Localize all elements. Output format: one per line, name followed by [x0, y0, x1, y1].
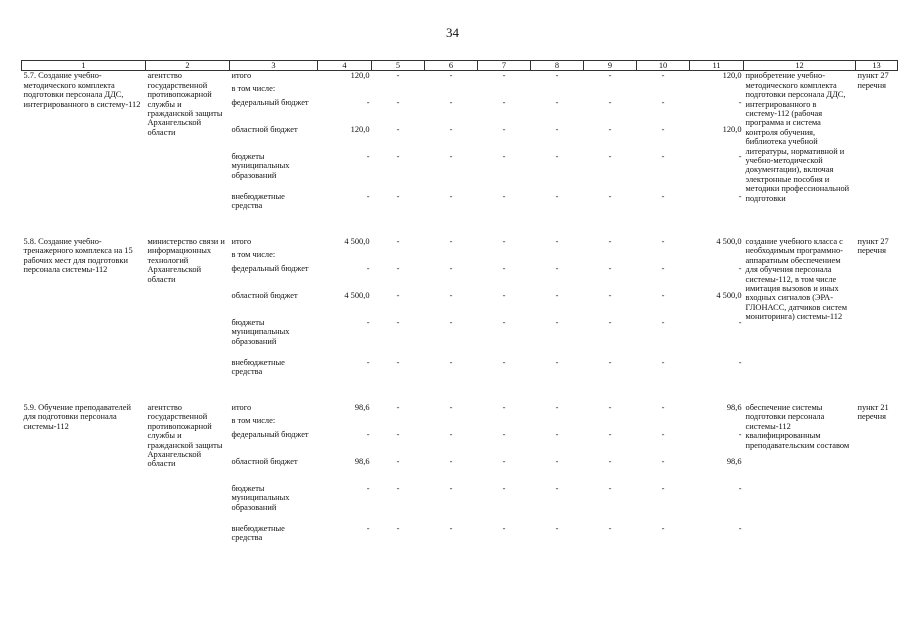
final-year-amount: 120,0	[722, 71, 742, 81]
year-amount	[531, 250, 584, 264]
final-year-amount: 98,6	[726, 456, 742, 466]
year-amount: -	[449, 151, 453, 161]
column-number: 5	[372, 61, 425, 71]
column-number: 10	[637, 61, 690, 71]
total-amount: -	[366, 357, 370, 367]
column-number: 4	[318, 61, 372, 71]
year-amount: -	[555, 124, 559, 134]
year-amount: -	[661, 429, 665, 439]
column-number: 1	[22, 61, 146, 71]
year-amount	[531, 416, 584, 430]
table-body	[22, 71, 898, 551]
year-amount: -	[608, 263, 612, 273]
year-amount: -	[502, 191, 506, 201]
column-number: 11	[690, 61, 744, 71]
year-amount: -	[396, 191, 400, 201]
total-amount: -	[366, 97, 370, 107]
section-gap-cell	[22, 385, 898, 403]
year-amount: -	[396, 357, 400, 367]
year-amount: -	[608, 151, 612, 161]
year-amount: -	[555, 402, 559, 412]
column-number-row	[22, 61, 898, 71]
year-amount: -	[502, 124, 506, 134]
year-amount: -	[502, 263, 506, 273]
year-amount: -	[449, 236, 453, 246]
total-amount: 98,6	[354, 402, 370, 412]
year-amount	[372, 84, 425, 98]
year-amount: -	[396, 236, 400, 246]
year-amount: -	[502, 151, 506, 161]
year-amount: -	[555, 151, 559, 161]
year-amount: -	[502, 357, 506, 367]
year-amount: -	[661, 456, 665, 466]
final-year-amount	[690, 250, 744, 264]
year-amount: -	[555, 429, 559, 439]
year-amount: -	[555, 483, 559, 493]
year-amount	[584, 84, 637, 98]
year-amount	[478, 84, 531, 98]
activity-name: 5.7. Создание учебно-методического комплекта подготовки персонала ДДС, интегрированного в систему-112	[23, 71, 141, 109]
year-amount	[372, 416, 425, 430]
activity-name: 5.8. Создание учебно-тренажерного комплекса на 15 рабочих мест для подготовки персонала системы-112	[23, 236, 133, 275]
year-amount: -	[449, 357, 453, 367]
year-amount: -	[661, 263, 665, 273]
year-amount: -	[502, 71, 506, 81]
year-amount: -	[555, 191, 559, 201]
funding-source: в том числе:	[231, 249, 276, 259]
final-year-amount: -	[738, 483, 742, 493]
total-amount: -	[366, 483, 370, 493]
year-amount: -	[661, 317, 665, 327]
funding-source: областной бюджет	[231, 290, 298, 300]
year-amount: -	[661, 523, 665, 533]
year-amount: -	[661, 124, 665, 134]
total-amount	[318, 416, 372, 430]
year-amount: -	[555, 290, 559, 300]
year-amount: -	[608, 191, 612, 201]
total-amount: -	[366, 191, 370, 201]
total-amount: 120,0	[350, 124, 370, 134]
expected-result: приобретение учебно-методического комплекта подготовки персонала ДДС, интегрированного в систему-112 (рабочая программа и система контроля обучения, библиотека учебной литературы, нормативной и учебно-методической документации), включая электронные пособия и методики профессиональной подготовки	[745, 71, 850, 203]
year-amount: -	[449, 523, 453, 533]
year-amount: -	[502, 483, 506, 493]
total-amount: -	[366, 151, 370, 161]
total-amount: -	[366, 429, 370, 439]
final-year-amount: 4 500,0	[716, 290, 742, 300]
final-year-amount	[690, 84, 744, 98]
responsible-executor: министерство связи и информационных технологий Архангельской области	[147, 236, 225, 284]
year-amount: -	[608, 290, 612, 300]
year-amount	[425, 84, 478, 98]
reference: пункт 27 перечня	[857, 236, 889, 256]
funding-source: в том числе:	[231, 83, 276, 93]
year-amount: -	[555, 263, 559, 273]
year-amount: -	[608, 357, 612, 367]
responsible-executor: агентство государственной противопожарной службы и гражданской защиты Архангельской области	[147, 71, 223, 137]
year-amount: -	[661, 97, 665, 107]
expected-result: обеспечение системы подготовки персонала системы-112 квалифицированным преподавательским составом	[745, 402, 850, 450]
year-amount: -	[661, 357, 665, 367]
year-amount: -	[396, 290, 400, 300]
column-number: 7	[478, 61, 531, 71]
funding-source: федеральный бюджет	[231, 429, 309, 439]
year-amount: -	[502, 97, 506, 107]
year-amount: -	[449, 191, 453, 201]
year-amount: -	[608, 402, 612, 412]
table-row	[22, 237, 898, 250]
year-amount: -	[608, 456, 612, 466]
year-amount: -	[608, 523, 612, 533]
year-amount	[584, 250, 637, 264]
funding-source: областной бюджет	[231, 456, 298, 466]
reference: пункт 21 перечня	[857, 402, 889, 422]
final-year-amount: -	[738, 263, 742, 273]
column-number: 3	[230, 61, 318, 71]
year-amount: -	[502, 429, 506, 439]
funding-source: итого	[231, 402, 252, 412]
year-amount: -	[502, 290, 506, 300]
page-number: 34	[446, 25, 459, 40]
final-year-amount: -	[738, 151, 742, 161]
total-amount: -	[366, 317, 370, 327]
year-amount: -	[661, 290, 665, 300]
expected-result: создание учебного класса с необходимым программно-аппаратным обеспечением для обучения персонала системы-112, в том числе имитация вызовов и иных входных сигналов (ЭРА-ГЛОНАСС, датчиков систем мониторинга) системы-112	[745, 236, 848, 322]
funding-source: бюджеты муниципальных образований	[231, 483, 290, 512]
final-year-amount: 120,0	[722, 124, 742, 134]
final-year-amount: 4 500,0	[716, 236, 742, 246]
final-year-amount: -	[738, 429, 742, 439]
final-year-amount	[690, 416, 744, 430]
year-amount: -	[608, 429, 612, 439]
total-amount: 98,6	[354, 456, 370, 466]
year-amount	[478, 416, 531, 430]
column-number: 9	[584, 61, 637, 71]
total-amount: -	[366, 263, 370, 273]
year-amount: -	[555, 236, 559, 246]
year-amount: -	[396, 456, 400, 466]
final-year-amount: -	[738, 191, 742, 201]
funding-source: внебюджетные средства	[231, 357, 285, 377]
year-amount: -	[661, 71, 665, 81]
column-number: 12	[744, 61, 856, 71]
total-amount	[318, 84, 372, 98]
year-amount: -	[449, 456, 453, 466]
column-number: 8	[531, 61, 584, 71]
year-amount: -	[396, 429, 400, 439]
year-amount	[372, 250, 425, 264]
total-amount: 4 500,0	[344, 236, 370, 246]
total-amount: 120,0	[350, 71, 370, 81]
table-row	[22, 403, 898, 416]
year-amount: -	[396, 124, 400, 134]
year-amount: -	[555, 71, 559, 81]
activity-name: 5.9. Обучение преподавателей для подготовки персонала системы-112	[23, 402, 131, 431]
year-amount	[637, 84, 690, 98]
funding-source: областной бюджет	[231, 124, 298, 134]
year-amount: -	[608, 483, 612, 493]
final-year-amount: -	[738, 317, 742, 327]
column-number: 2	[146, 61, 230, 71]
funding-source: итого	[231, 236, 252, 246]
funding-source: внебюджетные средства	[231, 191, 285, 211]
year-amount: -	[502, 236, 506, 246]
year-amount: -	[502, 402, 506, 412]
year-amount: -	[396, 317, 400, 327]
year-amount	[531, 84, 584, 98]
total-amount: 4 500,0	[344, 290, 370, 300]
final-year-amount: 98,6	[726, 402, 742, 412]
year-amount: -	[449, 483, 453, 493]
year-amount: -	[396, 97, 400, 107]
year-amount	[637, 416, 690, 430]
funding-source: бюджеты муниципальных образований	[231, 317, 290, 346]
year-amount: -	[661, 191, 665, 201]
year-amount: -	[449, 263, 453, 273]
year-amount: -	[502, 523, 506, 533]
section-gap	[22, 385, 898, 403]
year-amount: -	[661, 151, 665, 161]
funding-source: федеральный бюджет	[231, 97, 309, 107]
program-activities-table	[21, 60, 898, 551]
year-amount: -	[502, 456, 506, 466]
year-amount: -	[396, 483, 400, 493]
year-amount: -	[608, 124, 612, 134]
table-row	[22, 71, 898, 84]
year-amount: -	[555, 456, 559, 466]
year-amount: -	[608, 317, 612, 327]
final-year-amount: -	[738, 523, 742, 533]
year-amount	[584, 416, 637, 430]
year-amount: -	[661, 483, 665, 493]
year-amount: -	[608, 71, 612, 81]
year-amount: -	[449, 290, 453, 300]
total-amount	[318, 250, 372, 264]
year-amount	[637, 250, 690, 264]
year-amount: -	[449, 71, 453, 81]
year-amount: -	[661, 236, 665, 246]
funding-source: федеральный бюджет	[231, 263, 309, 273]
funding-source: бюджеты муниципальных образований	[231, 151, 290, 180]
year-amount: -	[396, 523, 400, 533]
year-amount: -	[555, 317, 559, 327]
final-year-amount: -	[738, 357, 742, 367]
year-amount: -	[396, 71, 400, 81]
funding-source: в том числе:	[231, 415, 276, 425]
year-amount	[478, 250, 531, 264]
total-amount: -	[366, 523, 370, 533]
year-amount: -	[396, 151, 400, 161]
final-year-amount: -	[738, 97, 742, 107]
year-amount: -	[449, 429, 453, 439]
year-amount: -	[449, 124, 453, 134]
section-gap-cell	[22, 219, 898, 237]
year-amount: -	[396, 263, 400, 273]
year-amount: -	[608, 236, 612, 246]
year-amount: -	[555, 357, 559, 367]
year-amount	[425, 416, 478, 430]
year-amount	[425, 250, 478, 264]
year-amount: -	[608, 97, 612, 107]
reference: пункт 27 перечня	[857, 71, 889, 90]
year-amount: -	[396, 402, 400, 412]
year-amount: -	[502, 317, 506, 327]
year-amount: -	[555, 97, 559, 107]
section-gap	[22, 219, 898, 237]
funding-source: внебюджетные средства	[231, 523, 285, 543]
responsible-executor: агентство государственной противопожарной службы и гражданской защиты Архангельской области	[147, 402, 223, 469]
year-amount: -	[449, 317, 453, 327]
year-amount: -	[661, 402, 665, 412]
column-number: 13	[856, 61, 898, 71]
year-amount: -	[555, 523, 559, 533]
year-amount: -	[449, 97, 453, 107]
funding-source: итого	[231, 71, 252, 81]
column-number: 6	[425, 61, 478, 71]
year-amount: -	[449, 402, 453, 412]
